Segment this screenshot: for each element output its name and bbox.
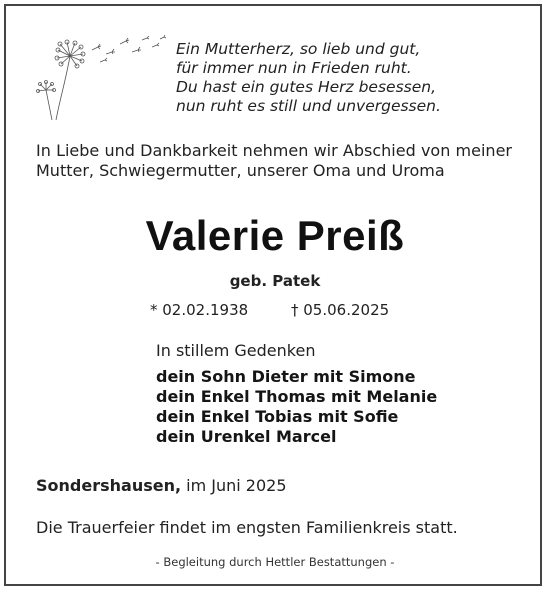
poem-line: für immer nun in Frieden ruht.: [176, 59, 412, 77]
poem-line: nun ruht es still und unvergessen.: [176, 97, 441, 115]
poem: [176, 40, 516, 116]
mourners-title: In stillem Gedenken: [156, 341, 316, 360]
poem-line: Ein Mutterherz, so lieb und gut,: [176, 40, 421, 58]
mourners-list: [156, 367, 437, 447]
birth-date: * 02.02.1938: [150, 301, 249, 319]
service-note: Die Trauerfeier findet im engsten Familienkreis statt.: [36, 518, 458, 537]
intro-text: In Liebe und Dankbarkeit nehmen wir Abschied von meiner Mutter, Schwiegermutter, unserer Oma und Uroma: [36, 141, 512, 180]
mourner-line: dein Enkel Tobias mit Sofie: [156, 407, 399, 426]
place-city: Sondershausen,: [36, 476, 182, 495]
poem-line: Du hast ein gutes Herz besessen,: [176, 78, 437, 96]
deceased-name: Valerie Preiß: [145, 212, 405, 259]
place-date: [36, 476, 287, 495]
mourner-line: dein Urenkel Marcel: [156, 427, 337, 446]
death-date: † 05.06.2025: [291, 301, 390, 319]
dandelion-icon: [36, 34, 172, 122]
undertaker-note: - Begleitung durch Hettler Bestattungen -: [155, 555, 395, 569]
mourner-line: dein Enkel Thomas mit Melanie: [156, 387, 438, 406]
place-date-text: im Juni 2025: [186, 476, 287, 495]
maiden-name: geb. Patek: [229, 272, 321, 290]
mourner-line: dein Sohn Dieter mit Simone: [156, 367, 416, 386]
